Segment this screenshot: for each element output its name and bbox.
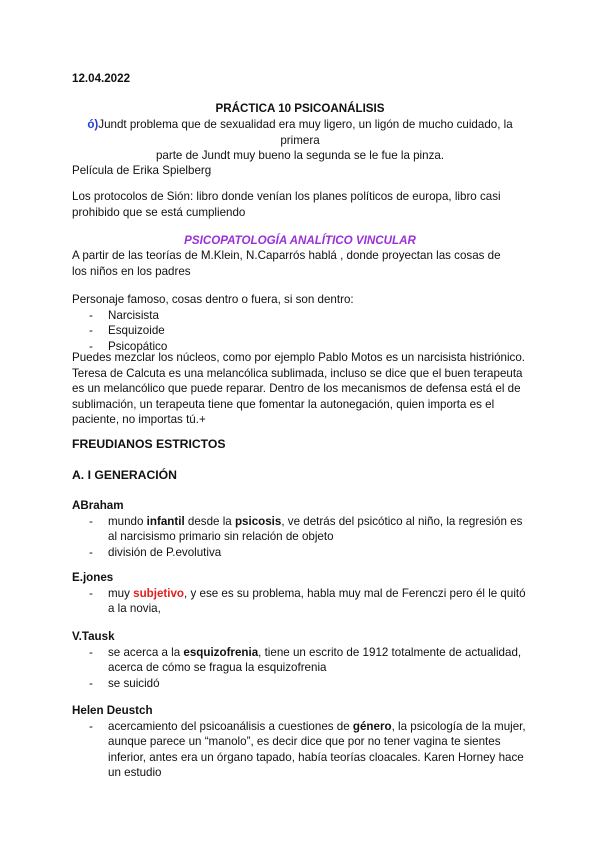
list-item: - Narcisista	[72, 308, 532, 324]
jones-section	[72, 570, 528, 617]
text-run: , y ese es su problema, habla muy mal de Ferenczi pero él le quitó a la novia,	[108, 586, 526, 616]
intro-line-1-text: Jundt problema que de sexualidad era muy ligero, un ligón de mucho cuidado, la primera	[98, 118, 513, 147]
abraham-section	[72, 498, 528, 560]
jones-list	[72, 586, 528, 617]
generation-heading: A. I GENERACIÓN	[72, 468, 177, 482]
theories-paragraph: A partir de las teorías de M.Klein, N.Caparrós hablá , donde proyectan las cosas de los niños en los padres	[72, 249, 501, 278]
intro-paragraph	[72, 117, 528, 164]
famous-intro: Personaje famoso, cosas dentro o fuera, si son dentro:	[72, 293, 354, 306]
famous-section	[72, 292, 532, 354]
bold-term-psicosis: psicosis	[234, 514, 282, 528]
text-run: , la psicología de la mujer, aunque parece un “manolo”, es decir dice que por no tener vagina te sientes inferior, antes era un órgano tapado, había teorías cloacales. Karen Horney hace un estudio	[108, 719, 526, 780]
list-item: - Esquizoide	[72, 323, 532, 339]
list-item	[72, 719, 528, 781]
text-run: muy	[108, 586, 134, 600]
deutsch-list	[72, 719, 528, 781]
movie-line: Película de Erika Spielberg	[72, 164, 212, 177]
bold-term-infantil: infantil	[146, 514, 185, 528]
list-item: - se suicidó	[72, 676, 528, 692]
abraham-name: ABraham	[72, 499, 124, 512]
intro-line-2: parte de Jundt muy bueno la segunda se le fue la pinza.	[155, 149, 445, 163]
freudianos-heading: FREUDIANOS ESTRICTOS	[72, 437, 226, 451]
list-item	[72, 586, 528, 617]
practice-title: PRÁCTICA 10 PSICOANÁLISIS	[215, 102, 385, 115]
nuclei-paragraph: Puedes mezclar los núcleos, como por ejemplo Pablo Motos es un narcisista histriónico. Teresa de Calcuta es una melancólica sublimada, incluso se dice que el buen terapeuta es un melancólico que puede reparar. Dentro de los mecanismos de defensa está el de sublimación, un terapeuta tiene que fomentar la autonegación, quien importa es el paciente, no importas tú.+	[72, 351, 526, 427]
text-run: , tiene un escrito de 1912 totalmente de actualidad, acerca de cómo se fragua la esquizofrenia	[108, 645, 522, 675]
deutsch-name: Helen Deustch	[72, 704, 153, 717]
tausk-list	[72, 645, 528, 692]
tausk-section	[72, 629, 528, 691]
text-run: mundo	[108, 514, 147, 528]
list-item	[72, 645, 528, 676]
red-term-subjetivo: subjetivo	[133, 586, 185, 600]
intro-marker: ó)	[87, 118, 99, 131]
date-heading: 12.04.2022	[72, 72, 131, 85]
abraham-list	[72, 514, 528, 561]
bold-term-genero: género	[352, 719, 392, 733]
psychopathology-subtitle: PSICOPATOLOGÍA ANALÍTICO VINCULAR	[184, 234, 416, 247]
tausk-name: V.Tausk	[72, 630, 115, 643]
text-run: , ve detrás del psicótico al niño, la regresión es al narcisismo primario sin relación de objeto	[108, 514, 523, 544]
bold-term-esquizofrenia: esquizofrenia	[183, 645, 259, 659]
famous-list	[72, 308, 532, 355]
list-item: - Psicopático	[72, 339, 532, 355]
jones-name: E.jones	[72, 571, 114, 584]
protocols-paragraph: Los protocolos de Sión: libro donde venían los planes políticos de europa, libro casi prohibido que se está cumpliendo	[72, 190, 501, 219]
text-run: desde la	[184, 514, 235, 528]
list-item: - división de P.evolutiva	[72, 545, 528, 561]
list-item	[72, 514, 528, 545]
text-run: acercamiento del psicoanálisis a cuestiones de	[108, 719, 353, 733]
intro-line-1	[72, 117, 528, 148]
deutsch-section	[72, 703, 528, 781]
text-run: se acerca a la	[108, 645, 184, 659]
